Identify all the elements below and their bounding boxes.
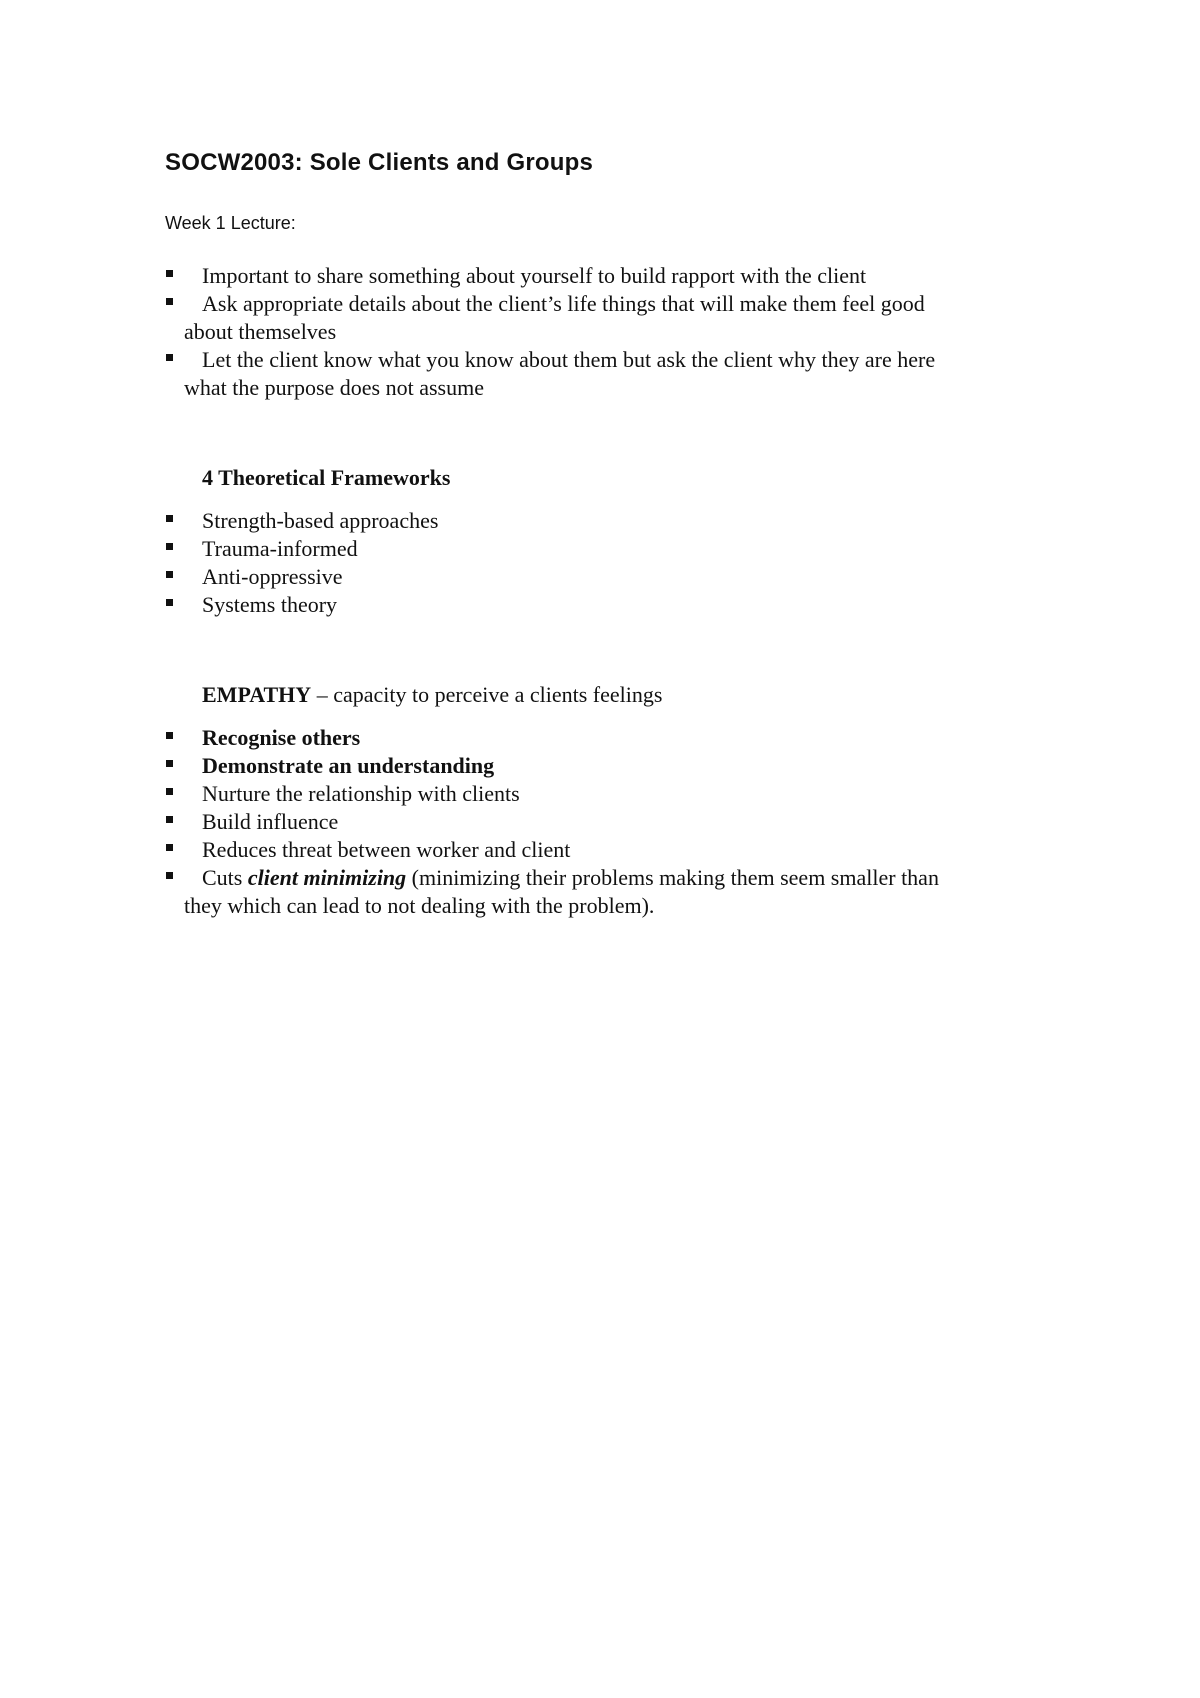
- list-item: [0, 752, 1047, 780]
- list-item-continuation: they which can lead to not dealing with the problem).: [184, 893, 655, 918]
- square-bullet-icon: [166, 872, 173, 879]
- square-bullet-icon: [166, 760, 173, 767]
- list-item-text: Trauma-informed: [202, 536, 358, 561]
- frameworks-heading: 4 Theoretical Frameworks: [202, 465, 451, 490]
- list-item: [0, 864, 1047, 920]
- item-suffix: (minimizing their problems making them seem smaller than: [406, 865, 939, 890]
- square-bullet-icon: [166, 788, 173, 795]
- list-item-text: [202, 865, 939, 890]
- list-item: [0, 780, 1047, 808]
- item-emphasis: client minimizing: [247, 865, 407, 890]
- empathy-list: [0, 724, 1047, 920]
- list-item: [0, 535, 1047, 563]
- frameworks-list: [0, 507, 1047, 619]
- list-item-text: Systems theory: [202, 592, 338, 617]
- square-bullet-icon: [166, 515, 173, 522]
- list-item-text: Anti-oppressive: [202, 564, 343, 589]
- list-item-text: Nurture the relationship with clients: [202, 781, 520, 806]
- square-bullet-icon: [166, 298, 173, 305]
- list-item: [0, 836, 1047, 864]
- list-item-text: Important to share something about yourself to build rapport with the client: [202, 263, 867, 288]
- list-item: [0, 724, 1047, 752]
- lecture-subtitle: Week 1 Lecture:: [165, 213, 296, 233]
- empathy-definition: – capacity to perceive a clients feelings: [311, 682, 663, 707]
- list-item: [0, 290, 1047, 346]
- list-item: [0, 507, 1047, 535]
- list-item: [0, 262, 1047, 290]
- square-bullet-icon: [166, 571, 173, 578]
- list-item: [0, 591, 1047, 619]
- square-bullet-icon: [166, 844, 173, 851]
- list-item-text: Reduces threat between worker and client: [202, 837, 571, 862]
- square-bullet-icon: [166, 816, 173, 823]
- list-item: [0, 808, 1047, 836]
- list-item-continuation: what the purpose does not assume: [184, 375, 484, 400]
- empathy-heading: [202, 681, 662, 709]
- list-item: [0, 563, 1047, 591]
- square-bullet-icon: [166, 354, 173, 361]
- list-item-text: Let the client know what you know about them but ask the client why they are here: [202, 347, 936, 372]
- empathy-term: EMPATHY: [202, 682, 312, 707]
- list-item-text: Demonstrate an understanding: [202, 753, 495, 778]
- list-item-text: Ask appropriate details about the client’s life things that will make them feel good: [202, 291, 925, 316]
- square-bullet-icon: [166, 599, 173, 606]
- list-item-continuation: about themselves: [184, 319, 337, 344]
- square-bullet-icon: [166, 270, 173, 277]
- list-item-text: Recognise others: [202, 725, 361, 750]
- list-item: [0, 346, 1047, 402]
- document-title: SOCW2003: Sole Clients and Groups: [165, 149, 594, 176]
- intro-list: [0, 262, 1047, 402]
- list-item-text: Build influence: [202, 809, 339, 834]
- item-prefix: Cuts: [202, 865, 248, 890]
- list-item-text: Strength-based approaches: [202, 508, 439, 533]
- square-bullet-icon: [166, 543, 173, 550]
- square-bullet-icon: [166, 732, 173, 739]
